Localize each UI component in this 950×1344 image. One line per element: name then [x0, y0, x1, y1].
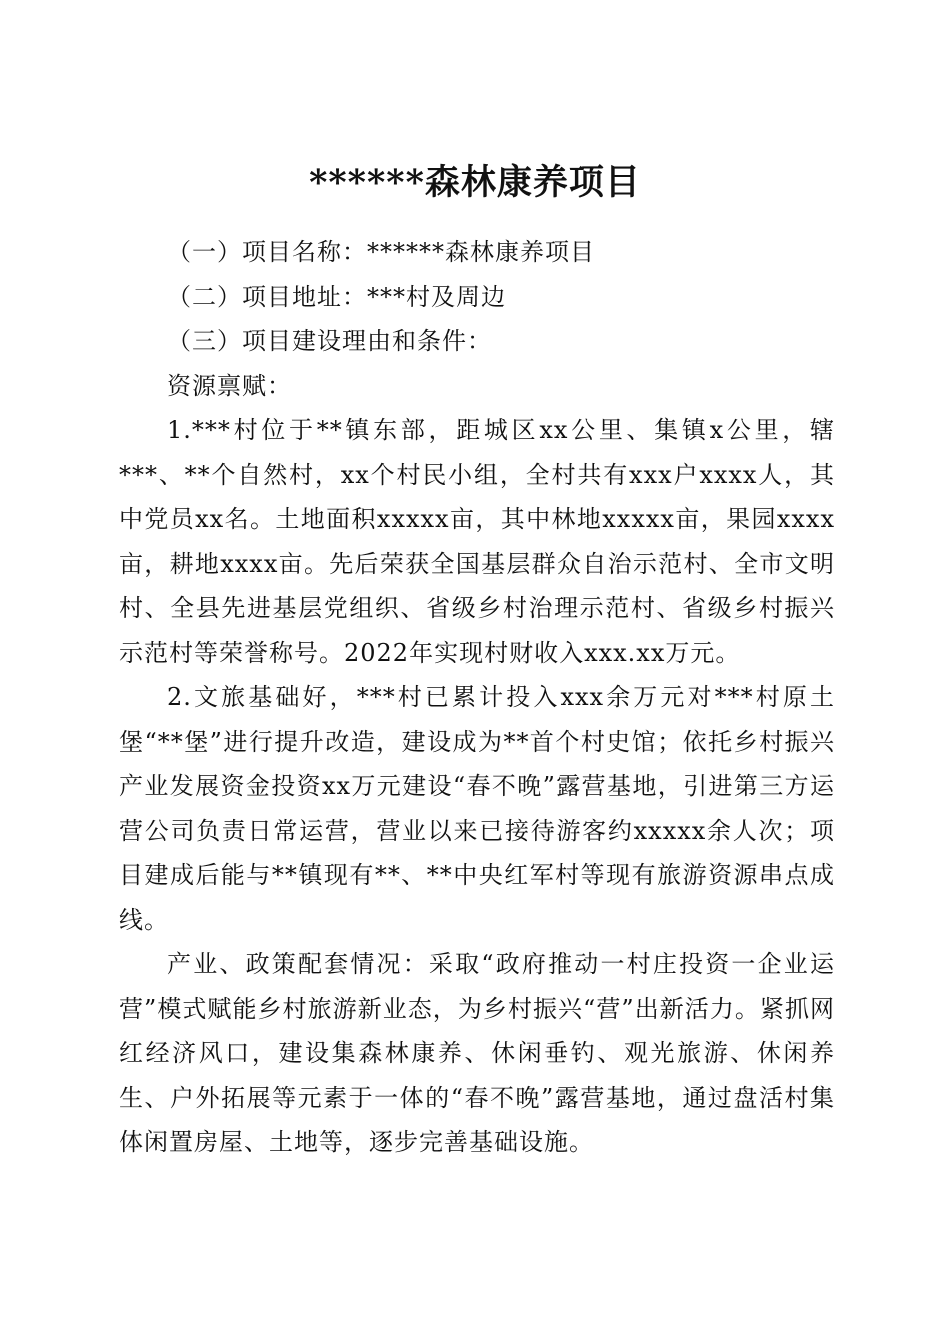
industry-policy-paragraph: 产业、政策配套情况：采取“政府推动一村庄投资一企业运营”模式赋能乡村旅游新业态，为乡村振兴“营”出新活力。紧抓网红经济风口，建设集森林康养、休闲垂钓、观光旅游、休闲养生、户外拓展等元素于一体的“春不晚”露营基地，通过盘活村集体闲置房屋、土地等，逐步完善基础设施。 [119, 950, 835, 1156]
resource-endowment-label: 资源禀赋： [167, 371, 292, 400]
section-project-address: （二）项目地址：***村及周边 [167, 282, 506, 311]
resource-item-1: 1.***村位于**镇东部，距城区xx公里、集镇x公里，辖***、**个自然村，xx个村民小组，全村共有xxx户xxxx人，其中党员xx名。土地面积xxxxx亩，其中林地xxxxx亩，果园xxxx亩，耕地xxxx亩。先后荣获全国基层群众自治示范村、全市文明村、全县先进基层党组织、省级乡村治理示范村、省级乡村振兴示范村等荣誉称号。2022年实现村财收入xxx.xx万元。 [119, 416, 835, 667]
document-body [119, 230, 835, 1165]
resource-item-2: 2.文旅基础好，***村已累计投入xxx余万元对***村原土堡“**堡”进行提升改造，建设成为**首个村史馆；依托乡村振兴产业发展资金投资xx万元建设“春不晚”露营基地，引进第三方运营公司负责日常运营，营业以来已接待游客约xxxxx余人次；项目建成后能与**镇现有**、**中央红军村等现有旅游资源串点成线。 [119, 683, 835, 934]
document-title: ******森林康养项目 [309, 162, 641, 204]
section-reasons-conditions: （三）项目建设理由和条件： [167, 327, 492, 355]
section-project-name: （一）项目名称：******森林康养项目 [167, 238, 595, 266]
